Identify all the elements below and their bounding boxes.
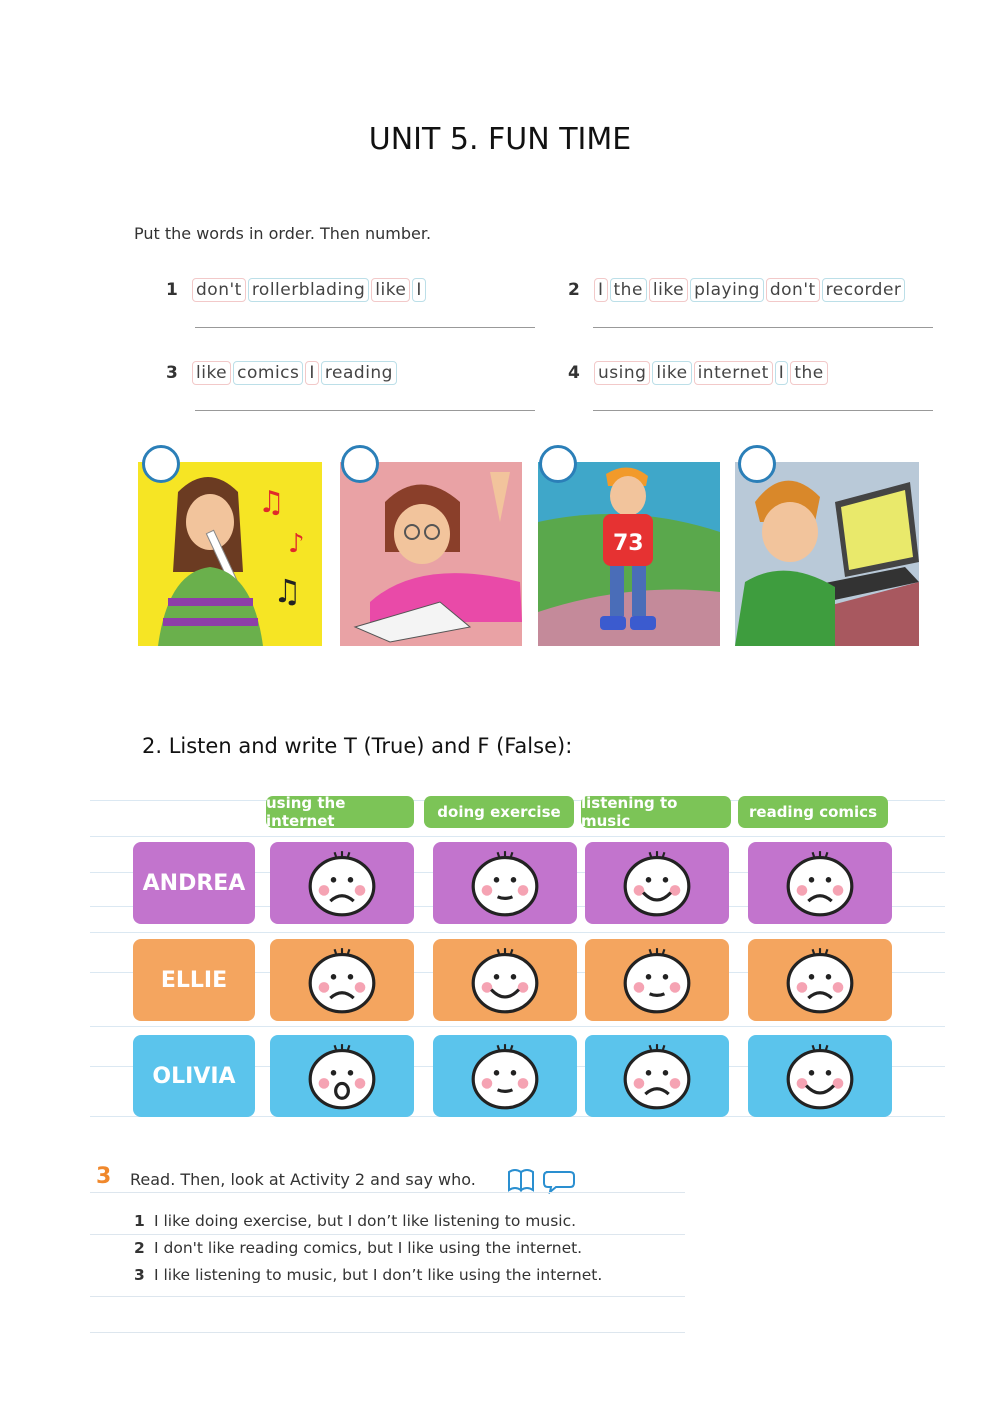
item-number: 4 — [568, 363, 580, 383]
scrambled-item-2 — [568, 278, 907, 302]
word-chip: using — [594, 361, 650, 385]
face-cell-ellie-1[interactable] — [270, 939, 414, 1021]
word-chip: reading — [321, 361, 397, 385]
face-happy-icon — [782, 1041, 858, 1111]
word-chip: I — [594, 278, 608, 302]
word-chip: like — [371, 278, 410, 302]
face-neutral-icon — [619, 945, 695, 1015]
page-title: UNIT 5. FUN TIME — [368, 122, 632, 157]
column-header-listening-music: listening to music — [581, 796, 731, 828]
speech-bubble-icon — [544, 1172, 574, 1192]
picture-boy-using-internet — [735, 462, 919, 646]
face-cell-olivia-4[interactable] — [748, 1035, 892, 1117]
column-header-using-internet: using the internet — [266, 796, 414, 828]
face-sad-icon — [304, 945, 380, 1015]
word-chip: don't — [766, 278, 820, 302]
item-number: 2 — [568, 280, 580, 300]
sentence-text: I don't like reading comics, but I like using the internet. — [154, 1239, 583, 1257]
sentence-text: I like doing exercise, but I don’t like listening to music. — [154, 1212, 577, 1230]
face-cell-ellie-3[interactable] — [585, 939, 729, 1021]
face-cell-olivia-2[interactable] — [433, 1035, 577, 1117]
svg-text:73: 73 — [613, 531, 644, 556]
face-sad-icon — [782, 848, 858, 918]
face-cell-olivia-1[interactable] — [270, 1035, 414, 1117]
number-circle-1[interactable] — [142, 445, 180, 483]
answer-line-1[interactable] — [195, 327, 535, 328]
face-cell-andrea-2[interactable] — [433, 842, 577, 924]
answer-line-3[interactable] — [195, 410, 535, 411]
answer-line-4[interactable] — [593, 410, 933, 411]
column-header-doing-exercise: doing exercise — [424, 796, 574, 828]
column-header-reading-comics: reading comics — [738, 796, 888, 828]
exercise3-icons — [506, 1166, 576, 1198]
face-neutral-icon — [467, 848, 543, 918]
word-chip: comics — [233, 361, 303, 385]
sentence-number: 2 — [134, 1239, 145, 1257]
row-label-andrea: ANDREA — [133, 842, 255, 924]
face-cell-ellie-4[interactable] — [748, 939, 892, 1021]
face-cell-andrea-3[interactable] — [585, 842, 729, 924]
face-cell-ellie-2[interactable] — [433, 939, 577, 1021]
sentence-1 — [134, 1212, 576, 1230]
scrambled-item-4 — [568, 361, 830, 385]
word-chip: recorder — [822, 278, 906, 302]
face-sad-icon — [304, 848, 380, 918]
face-sad-icon — [782, 945, 858, 1015]
picture-girl-playing-recorder — [138, 462, 322, 646]
face-cell-andrea-4[interactable] — [748, 842, 892, 924]
word-chip: I — [305, 361, 319, 385]
sentence-number: 3 — [134, 1266, 145, 1284]
word-chip: don't — [192, 278, 246, 302]
sentence-2 — [134, 1239, 582, 1257]
answer-line-2[interactable] — [593, 327, 933, 328]
row-label-olivia: OLIVIA — [133, 1035, 255, 1117]
picture-boy-rollerblading — [538, 462, 720, 646]
word-chip: internet — [694, 361, 773, 385]
exercise2-instruction: 2. Listen and write T (True) and F (False): — [142, 734, 573, 758]
scrambled-item-3 — [166, 361, 399, 385]
word-chip: I — [775, 361, 789, 385]
face-cell-andrea-1[interactable] — [270, 842, 414, 924]
exercise3-number: 3 — [96, 1164, 112, 1189]
word-chip: playing — [690, 278, 764, 302]
item-number: 1 — [166, 280, 178, 300]
exercise1-instruction: Put the words in order. Then number. — [134, 224, 432, 243]
word-chip: like — [652, 361, 691, 385]
sentence-number: 1 — [134, 1212, 145, 1230]
face-happy-icon — [619, 848, 695, 918]
word-chip: the — [790, 361, 827, 385]
word-chip: I — [412, 278, 426, 302]
picture-girl-reading-comics — [340, 462, 522, 646]
number-circle-3[interactable] — [539, 445, 577, 483]
face-neutral-icon — [467, 1041, 543, 1111]
face-surprised-icon — [304, 1041, 380, 1111]
number-circle-2[interactable] — [341, 445, 379, 483]
face-cell-olivia-3[interactable] — [585, 1035, 729, 1117]
word-chip: like — [649, 278, 688, 302]
sentence-3 — [134, 1266, 602, 1284]
exercise3-instruction: Read. Then, look at Activity 2 and say who. — [130, 1170, 476, 1189]
item-number: 3 — [166, 363, 178, 383]
number-circle-4[interactable] — [738, 445, 776, 483]
svg-text:♫: ♫ — [258, 485, 285, 520]
sentence-text: I like listening to music, but I don’t like using the internet. — [154, 1266, 603, 1284]
face-happy-icon — [467, 945, 543, 1015]
svg-text:♪: ♪ — [288, 529, 305, 559]
scrambled-item-1 — [166, 278, 428, 302]
face-sad-icon — [619, 1041, 695, 1111]
word-chip: rollerblading — [248, 278, 369, 302]
word-chip: like — [192, 361, 231, 385]
row-label-ellie: ELLIE — [133, 939, 255, 1021]
word-chip: the — [610, 278, 647, 302]
book-icon — [509, 1170, 533, 1190]
svg-text:♫: ♫ — [273, 572, 302, 610]
